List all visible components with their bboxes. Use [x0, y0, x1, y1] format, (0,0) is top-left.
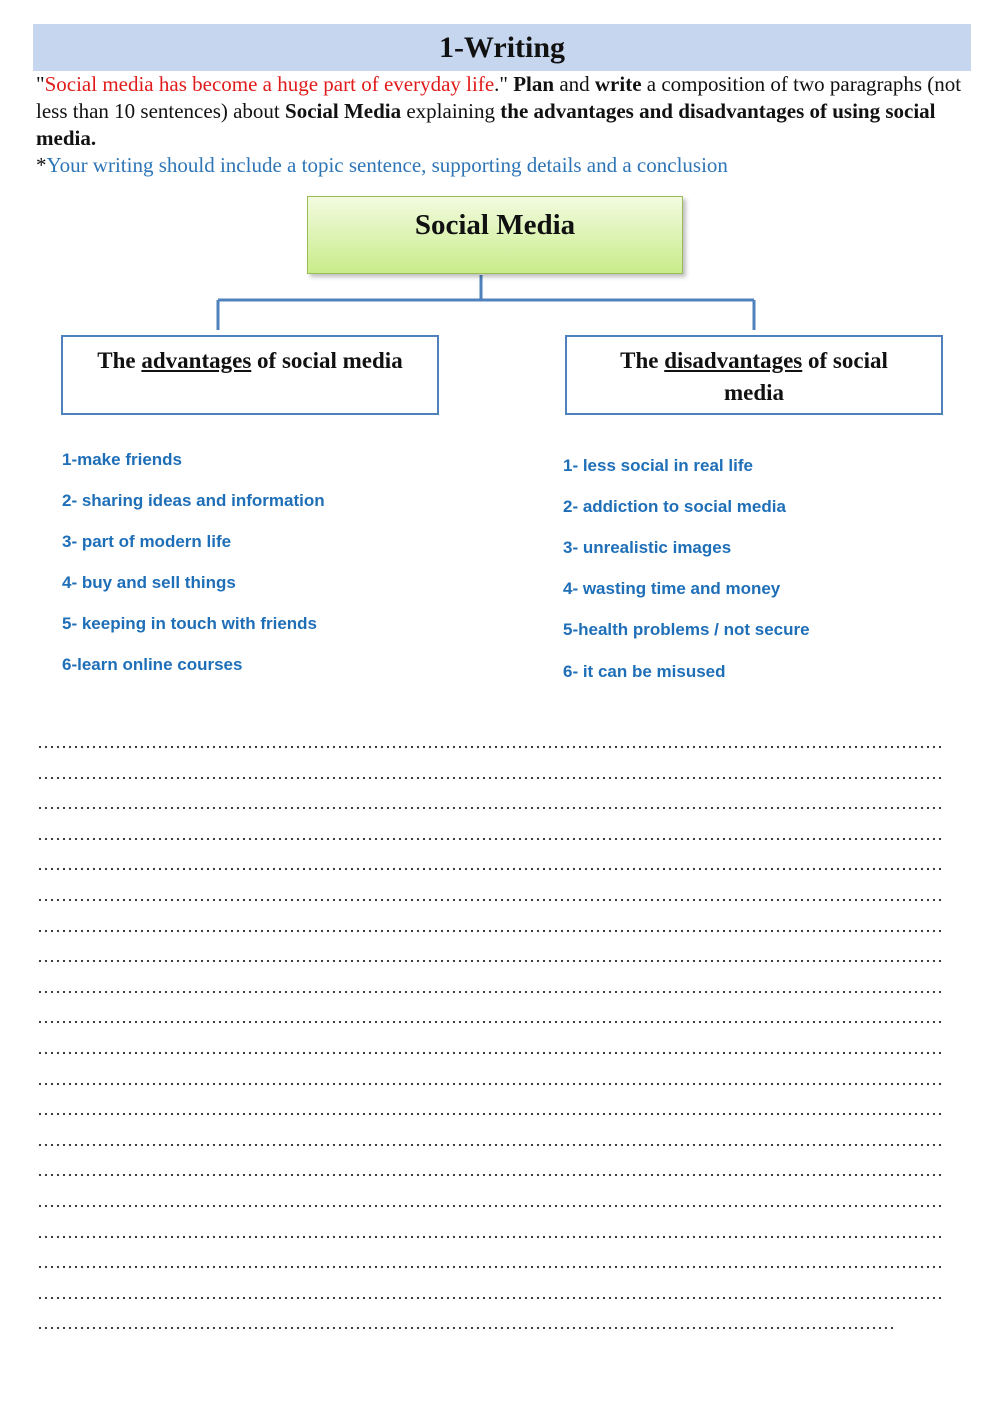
writing-lines[interactable] [37, 727, 962, 1339]
disadvantages-box [565, 335, 943, 415]
plan-word: Plan [513, 72, 555, 96]
instructions [36, 71, 966, 179]
writing-line[interactable] [37, 849, 945, 880]
note-text: Your writing should include a topic sentence, supporting details and a conclusion [46, 153, 728, 177]
writing-line[interactable] [37, 911, 945, 942]
disadvantages-suffix: of social media [723, 348, 888, 405]
writing-line[interactable] [37, 758, 945, 789]
list-item: 3- part of modern life [62, 532, 232, 551]
writing-line[interactable] [37, 788, 945, 819]
writing-line[interactable] [37, 1217, 945, 1248]
writing-line[interactable] [37, 1278, 945, 1309]
list-item: 2- addiction to social media [563, 497, 786, 516]
list-item: 5- keeping in touch with friends [62, 614, 318, 633]
disadvantages-prefix: The [620, 348, 665, 373]
writing-line[interactable] [37, 1033, 945, 1064]
writing-line[interactable] [37, 1247, 945, 1278]
advantages-suffix: of social media [251, 348, 403, 373]
writing-line[interactable] [37, 1155, 945, 1186]
writing-line[interactable] [37, 819, 945, 850]
focus-text: the advantages and disadvantages of using social media. [36, 99, 936, 150]
quote-text: Social media has become a huge part of everyday life [44, 72, 495, 96]
writing-line[interactable] [37, 727, 945, 758]
list-item: 2- sharing ideas and information [62, 491, 325, 510]
list-item: 6-learn online courses [62, 655, 243, 674]
title-bar [33, 24, 971, 71]
list-item: 6- it can be misused [563, 662, 726, 681]
explaining-text: explaining [401, 99, 501, 123]
topic-word: Social Media [285, 99, 402, 123]
writing-line[interactable] [37, 1125, 945, 1156]
list-item: 1-make friends [62, 450, 182, 469]
writing-line[interactable] [37, 1308, 897, 1339]
diagram-root-box [307, 196, 683, 274]
disadvantages-keyword: disadvantages [664, 348, 803, 373]
write-word: write [594, 72, 642, 96]
writing-note [36, 152, 966, 179]
list-item: 4- buy and sell things [62, 573, 236, 592]
writing-line[interactable] [37, 880, 945, 911]
asterisk: * [36, 153, 47, 177]
writing-line[interactable] [37, 972, 945, 1003]
writing-line[interactable] [37, 1186, 945, 1217]
disadvantages-heading [604, 345, 904, 413]
instruction-text: a composition of two paragraphs (not less than 10 sentences) about [36, 72, 962, 123]
writing-line[interactable] [37, 1094, 945, 1125]
list-item: 5-health problems / not secure [563, 620, 810, 639]
advantages-heading [97, 345, 402, 413]
writing-line[interactable] [37, 941, 945, 972]
advantages-keyword: advantages [141, 348, 252, 373]
writing-line[interactable] [37, 1002, 945, 1033]
list-item: 4- wasting time and money [563, 579, 781, 598]
quote-mark: " [36, 72, 45, 96]
quote-mark-close: ." [494, 72, 514, 96]
root-label: Social Media [414, 209, 576, 241]
instruction-paragraph [36, 71, 966, 152]
advantages-box [61, 335, 439, 415]
advantages-prefix: The [97, 348, 142, 373]
writing-line[interactable] [37, 1064, 945, 1095]
list-item: 1- less social in real life [563, 456, 753, 475]
and-word: and [554, 72, 595, 96]
list-item: 3- unrealistic images [563, 538, 732, 557]
page-title: 1-Writing [438, 30, 566, 64]
